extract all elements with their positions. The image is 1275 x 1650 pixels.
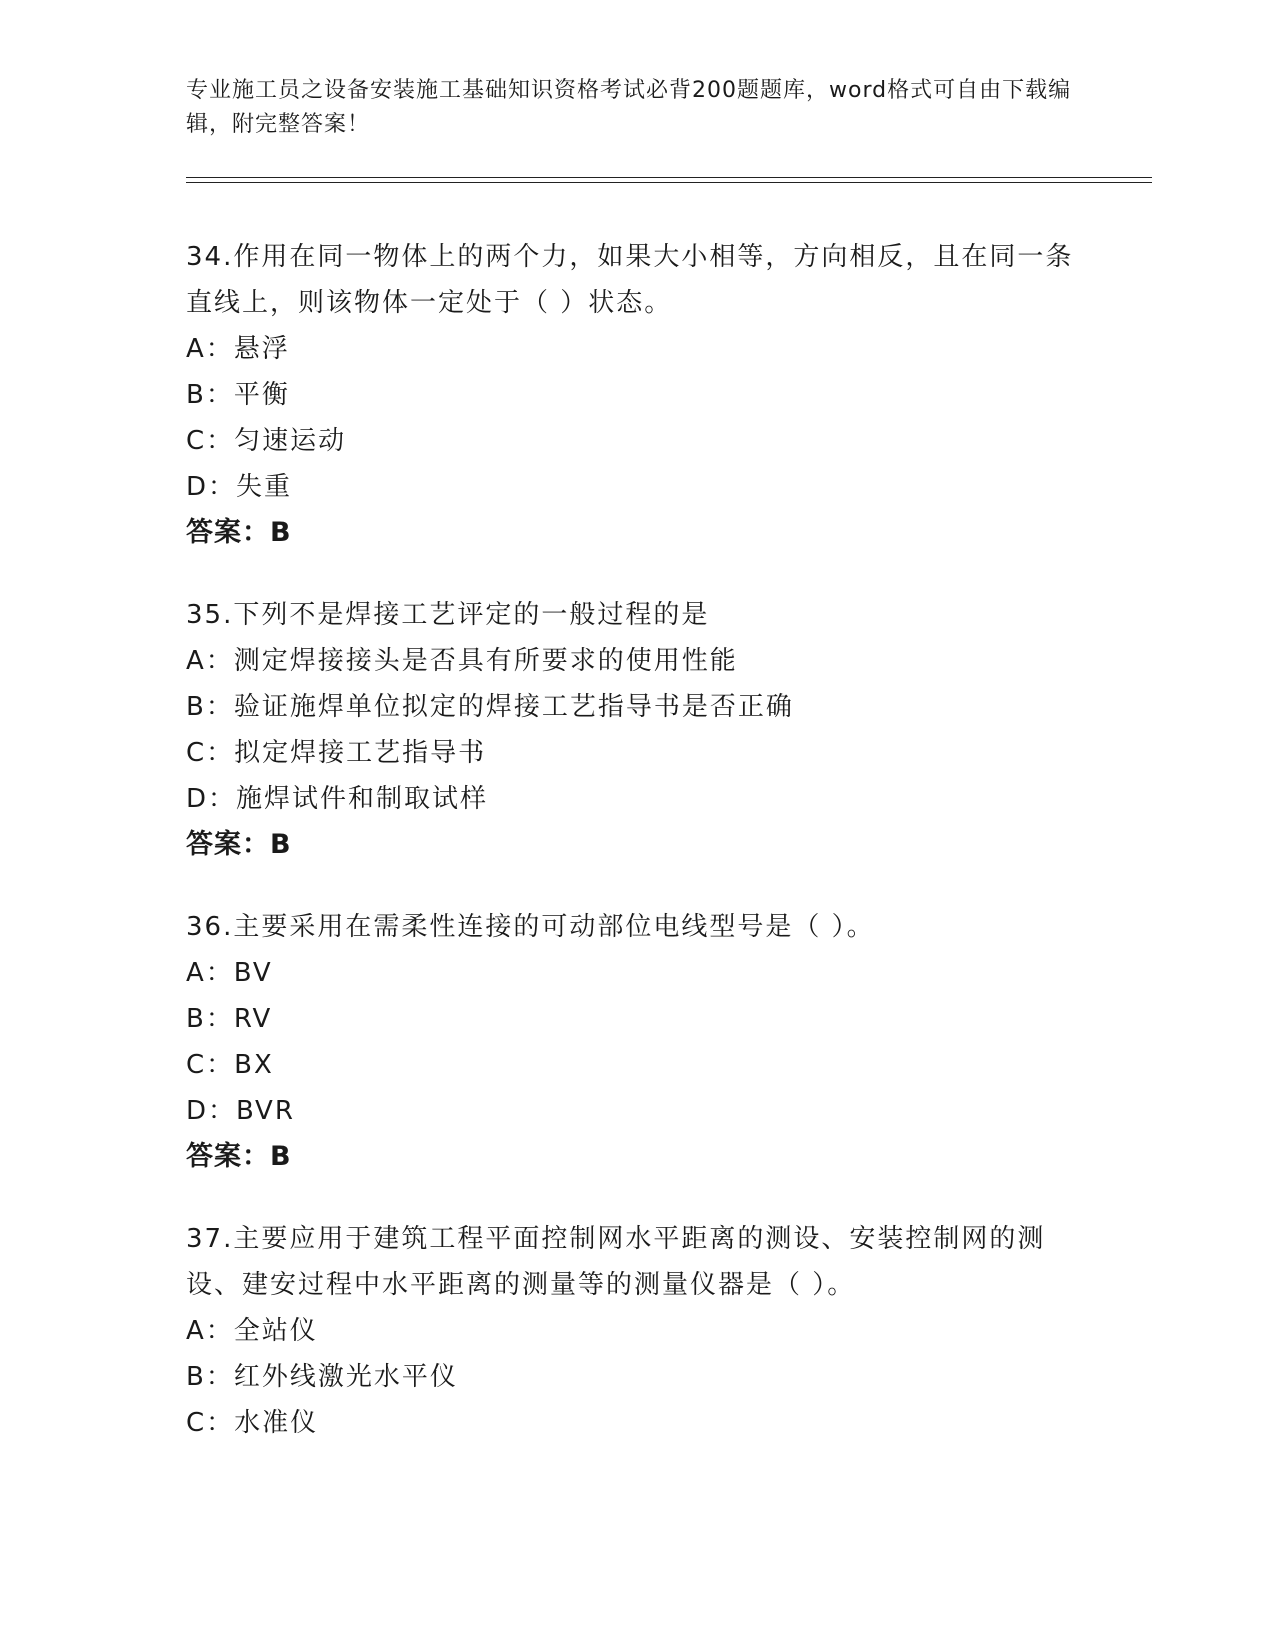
option-c: C：匀速运动 xyxy=(186,426,347,456)
question-list xyxy=(186,234,1086,1482)
question-36 xyxy=(186,904,1086,1180)
option-b: B：验证施焊单位拟定的焊接工艺指导书是否正确 xyxy=(186,692,794,722)
option-b: B：RV xyxy=(186,1004,273,1034)
question-text: 37.主要应用于建筑工程平面控制网水平距离的测设、安装控制网的测设、建安过程中水平距离的测量等的测量仪器是（ ）。 xyxy=(186,1224,1046,1300)
option-a: A：BV xyxy=(186,958,273,988)
option-b: B：平衡 xyxy=(186,380,290,410)
option-a: A：悬浮 xyxy=(186,334,290,364)
option-d: D：施焊试件和制取试样 xyxy=(186,784,489,814)
option-c: C：BX xyxy=(186,1050,274,1080)
option-d: D：BVR xyxy=(186,1096,295,1126)
option-a: A：测定焊接接头是否具有所要求的使用性能 xyxy=(186,646,738,676)
question-35 xyxy=(186,592,1086,868)
question-37 xyxy=(186,1216,1086,1446)
option-a: A：全站仪 xyxy=(186,1316,318,1346)
answer-label: 答案：B xyxy=(186,1141,292,1172)
question-34 xyxy=(186,234,1086,556)
option-b: B：红外线激光水平仪 xyxy=(186,1362,458,1392)
option-c: C：拟定焊接工艺指导书 xyxy=(186,738,487,768)
option-d: D：失重 xyxy=(186,472,293,502)
question-text: 35.下列不是焊接工艺评定的一般过程的是 xyxy=(186,600,710,630)
header-rule-bottom xyxy=(186,182,1152,183)
question-text: 36.主要采用在需柔性连接的可动部位电线型号是（ ）。 xyxy=(186,912,875,942)
option-c: C：水准仪 xyxy=(186,1408,319,1438)
document-header: 专业施工员之设备安装施工基础知识资格考试必背200题题库，word格式可自由下载编辑，附完整答案！ xyxy=(186,78,1072,137)
header-rule-top xyxy=(186,177,1152,178)
answer-label: 答案：B xyxy=(186,829,292,860)
answer-label: 答案：B xyxy=(186,517,292,548)
question-text: 34.作用在同一物体上的两个力，如果大小相等，方向相反，且在同一条直线上，则该物体一定处于（ ）状态。 xyxy=(186,242,1074,318)
